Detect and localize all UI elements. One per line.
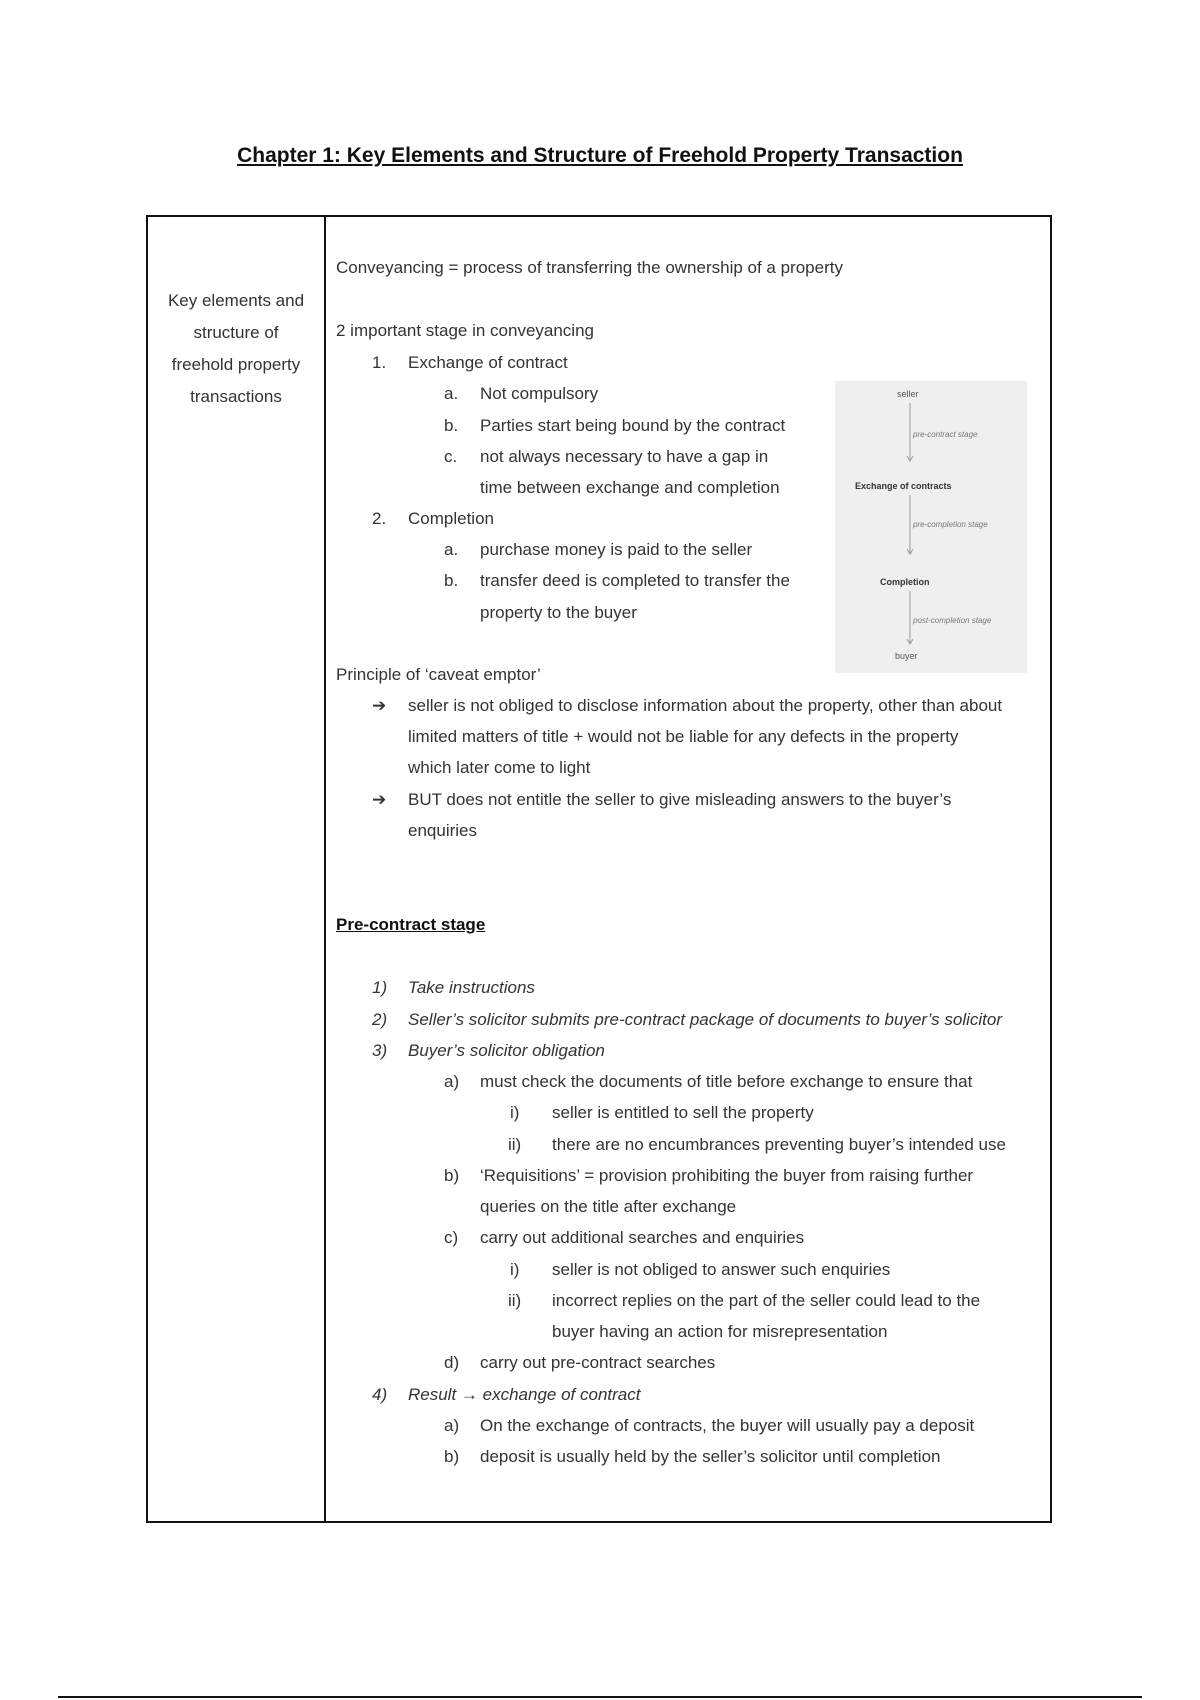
column-divider [324, 217, 326, 1521]
list-number: 2. [372, 509, 387, 528]
conveyancing-stages-diagram [835, 381, 1027, 673]
stages-intro: 2 important stage in conveyancing [336, 321, 594, 340]
step-number: 3) [372, 1041, 388, 1060]
list-item: deposit is usually held by the seller’s solicitor until completion [480, 1447, 941, 1466]
caveat-title: Principle of ‘caveat emptor’ [336, 665, 541, 684]
bullet-line: limited matters of title + would not be liable for any defects in the property [408, 727, 959, 746]
list-item: must check the documents of title before exchange to ensure that [480, 1072, 973, 1091]
list-marker: i) [510, 1103, 520, 1122]
bullet-line: enquiries [408, 821, 477, 840]
row-label-line: transactions [190, 387, 282, 406]
section-heading: Pre-contract stage [336, 915, 486, 934]
list-marker: c) [444, 1228, 459, 1247]
list-marker: b) [444, 1166, 460, 1185]
arrow-bullet-icon: ➔ [372, 696, 387, 715]
arrow-bullet-icon: ➔ [372, 790, 387, 809]
list-item: incorrect replies on the part of the seller could lead to the [552, 1291, 981, 1310]
step-number: 2) [372, 1010, 388, 1029]
diagram-exchange: Exchange of contracts [855, 481, 952, 491]
list-marker: ii) [508, 1135, 522, 1154]
step-number: 4) [372, 1385, 388, 1404]
list-marker: c. [444, 447, 458, 466]
step-number: 1) [372, 978, 388, 997]
list-item: ‘Requisitions’ = provision prohibiting the buyer from raising further [480, 1166, 974, 1185]
list-item-continued: time between exchange and completion [480, 478, 780, 497]
list-item: Parties start being bound by the contract [480, 416, 786, 435]
diagram-seller: seller [897, 389, 919, 399]
list-marker: ii) [508, 1291, 522, 1310]
list-marker: b. [444, 571, 459, 590]
row-label [148, 285, 324, 413]
row-label-line: Key elements and [167, 291, 305, 310]
diagram-pre-completion-stage: pre-completion stage [913, 520, 988, 529]
step-label: Seller’s solicitor submits pre-contract package of documents to buyer’s solicitor [408, 1010, 1003, 1029]
page-title: Chapter 1: Key Elements and Structure of Freehold Property Transaction [237, 144, 963, 167]
list-item: purchase money is paid to the seller [480, 540, 753, 559]
step-label: Buyer’s solicitor obligation [408, 1041, 605, 1060]
list-marker: i) [510, 1260, 520, 1279]
footer-rule [58, 1696, 1142, 1698]
step-label: Take instructions [408, 978, 535, 997]
bullet-line: which later come to light [408, 758, 591, 777]
list-number: 1. [372, 353, 387, 372]
definition: Conveyancing = process of transferring the ownership of a property [336, 258, 843, 277]
list-marker: a. [444, 540, 459, 559]
list-item: not always necessary to have a gap in [480, 447, 769, 466]
list-item-continued: property to the buyer [480, 603, 637, 622]
completion-label: Completion [408, 509, 494, 528]
diagram-arrows [835, 381, 1027, 673]
step-label: Result → exchange of contract [408, 1385, 641, 1404]
bullet-line: seller is not obliged to disclose information about the property, other than about [408, 696, 1003, 715]
exchange-label: Exchange of contract [408, 353, 568, 372]
list-marker: a) [444, 1416, 460, 1435]
diagram-pre-contract-stage: pre-contract stage [913, 430, 978, 439]
list-item: seller is not obliged to answer such enquiries [552, 1260, 891, 1279]
list-marker: b. [444, 416, 459, 435]
row-label-line: structure of [193, 323, 279, 342]
list-item: carry out additional searches and enquiries [480, 1228, 805, 1247]
list-item: Not compulsory [480, 384, 599, 403]
list-item: On the exchange of contracts, the buyer will usually pay a deposit [480, 1416, 975, 1435]
list-marker: a) [444, 1072, 460, 1091]
list-item: transfer deed is completed to transfer the [480, 571, 790, 590]
list-item: carry out pre-contract searches [480, 1353, 716, 1372]
list-item: there are no encumbrances preventing buyer’s intended use [552, 1135, 1006, 1154]
list-marker: b) [444, 1447, 460, 1466]
list-item-continued: queries on the title after exchange [480, 1197, 737, 1216]
bullet-line: BUT does not entitle the seller to give misleading answers to the buyer’s [408, 790, 952, 809]
list-item-continued: buyer having an action for misrepresentation [552, 1322, 888, 1341]
diagram-completion: Completion [880, 577, 930, 587]
row-label-line: freehold property [171, 355, 301, 374]
list-item: seller is entitled to sell the property [552, 1103, 814, 1122]
diagram-post-completion-stage: post-completion stage [913, 616, 992, 625]
diagram-buyer: buyer [895, 651, 918, 661]
list-marker: a. [444, 384, 459, 403]
list-marker: d) [444, 1353, 460, 1372]
